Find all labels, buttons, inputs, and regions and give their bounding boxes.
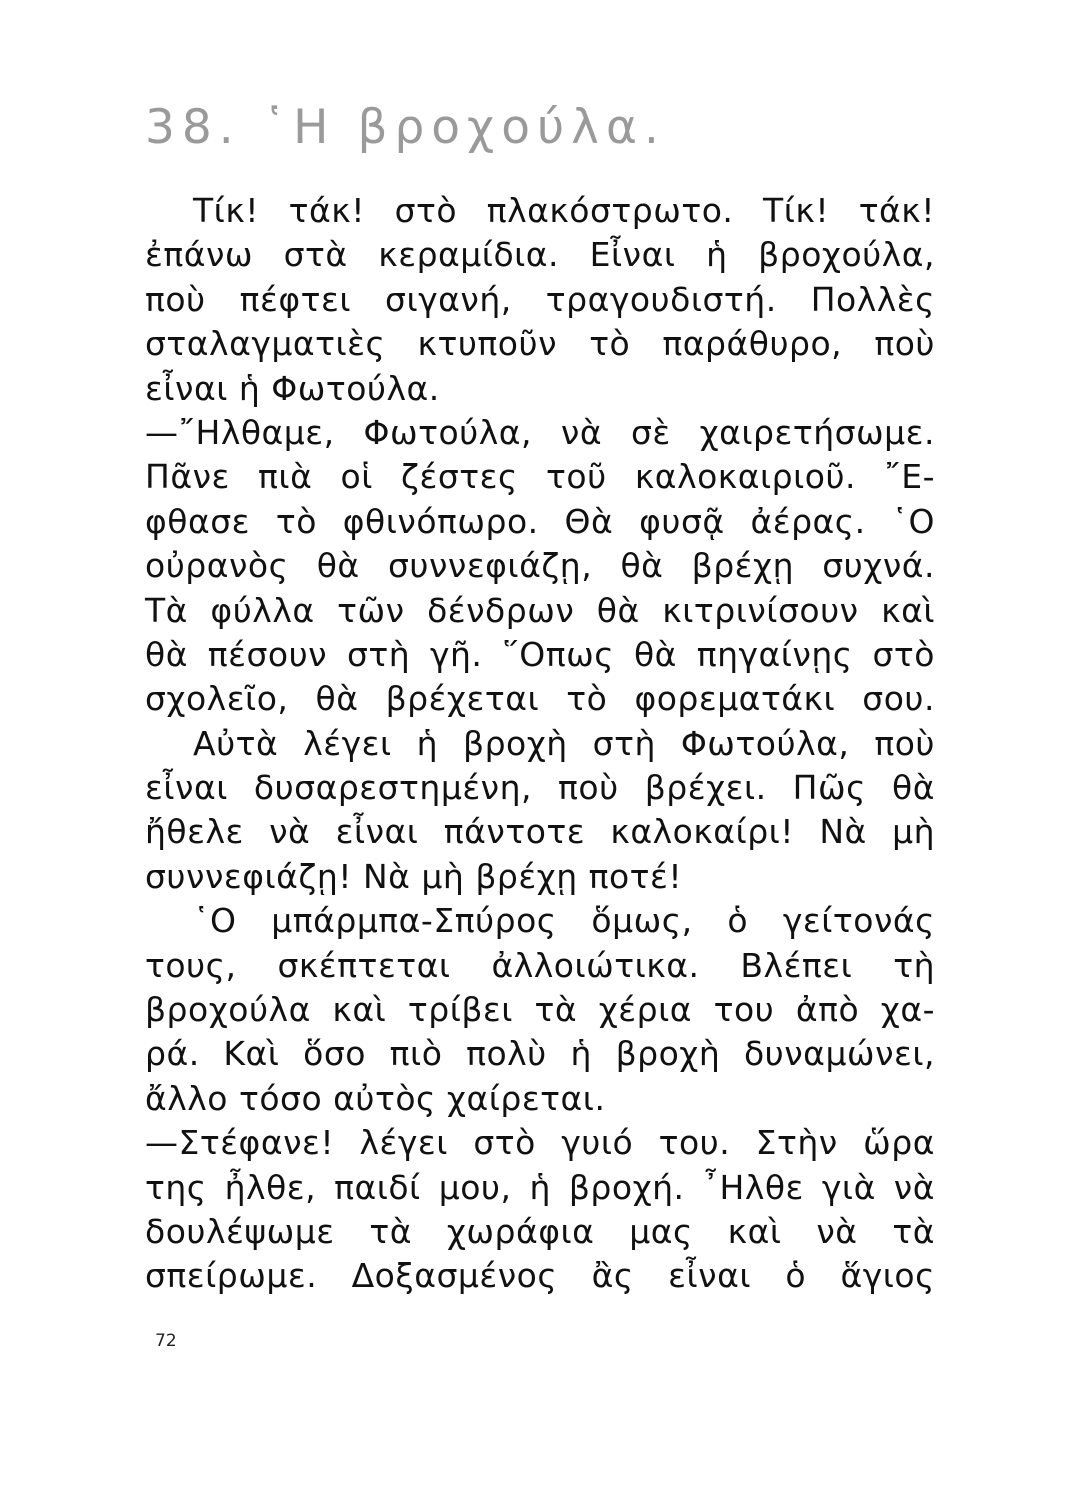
text-line: θὰ πέσουν στὴ γῆ. ῞Οπως θὰ πηγαίνῃς στὸ bbox=[145, 634, 935, 674]
text-line: εἶναι δυσαρεστημένη, ποὺ βρέχει. Πῶς θὰ bbox=[145, 768, 935, 808]
text-line: φθασε τὸ φθινόπωρο. Θὰ φυσᾷ ἀέρας. ῾Ο bbox=[145, 501, 935, 541]
text-line: ἤθελε νὰ εἶναι πάντοτε καλοκαίρι! Νὰ μὴ bbox=[145, 812, 935, 852]
text-line: —῎Ηλθαμε, Φωτούλα, νὰ σὲ χαιρετήσωμε. bbox=[145, 412, 935, 452]
text-line: Τίκ! τάκ! στὸ πλακόστρωτο. Τίκ! τάκ! bbox=[193, 191, 935, 230]
text-line: της ἦλθε, παιδί μου, ἡ βροχή. ῏Ηλθε γιὰ νὰ bbox=[145, 1167, 935, 1207]
page-number: 72 bbox=[155, 1331, 177, 1351]
text-line: —Στέφανε! λέγει στὸ γυιό του. Στὴν ὥρα bbox=[145, 1123, 935, 1163]
text-line: ῾Ο μπάρμπα-Σπύρος ὅμως, ὁ γείτονάς bbox=[193, 901, 935, 941]
text-line: σταλαγματιὲς κτυποῦν τὸ παράθυρο, ποὺ bbox=[145, 324, 935, 364]
text-line: τους, σκέπτεται ἀλλοιώτικα. Βλέπει τὴ bbox=[145, 945, 935, 985]
chapter-title: 38. ῾Η βροχούλα. bbox=[145, 100, 666, 155]
text-line: ἄλλο τόσο αὐτὸς χαίρεται. bbox=[145, 1078, 606, 1118]
text-line: δουλέψωμε τὰ χωράφια μας καὶ νὰ τὰ bbox=[145, 1211, 935, 1251]
text-line: συννεφιάζῃ! Νὰ μὴ βρέχῃ ποτέ! bbox=[145, 856, 683, 896]
text-line: βροχούλα καὶ τρίβει τὰ χέρια του ἀπὸ χα- bbox=[145, 990, 935, 1030]
text-line: ἐπάνω στὰ κεραμίδια. Εἶναι ἡ βροχούλα, bbox=[145, 235, 935, 275]
text-line: οὐρανὸς θὰ συννεφιάζῃ, θὰ βρέχῃ συχνά. bbox=[145, 546, 935, 586]
text-line: ποὺ πέφτει σιγανή, τραγουδιστή. Πολλὲς bbox=[145, 279, 935, 319]
text-line: Πᾶνε πιὰ οἱ ζέστες τοῦ καλοκαιριοῦ. ῎Ε- bbox=[145, 457, 935, 497]
text-line: Τὰ φύλλα τῶν δένδρων θὰ κιτρινίσουν καὶ bbox=[145, 590, 935, 630]
text-line: εἶναι ἡ Φωτούλα. bbox=[145, 368, 440, 408]
text-line: σχολεῖο, θὰ βρέχεται τὸ φορεματάκι σου. bbox=[145, 679, 935, 719]
text-line: ρά. Καὶ ὅσο πιὸ πολὺ ἡ βροχὴ δυναμώνει, bbox=[145, 1034, 935, 1074]
body-text bbox=[145, 189, 935, 1299]
text-line: Αὐτὰ λέγει ἡ βροχὴ στὴ Φωτούλα, ποὺ bbox=[193, 723, 935, 763]
text-line: σπείρωμε. Δοξασμένος ἂς εἶναι ὁ ἅγιος bbox=[145, 1256, 935, 1296]
